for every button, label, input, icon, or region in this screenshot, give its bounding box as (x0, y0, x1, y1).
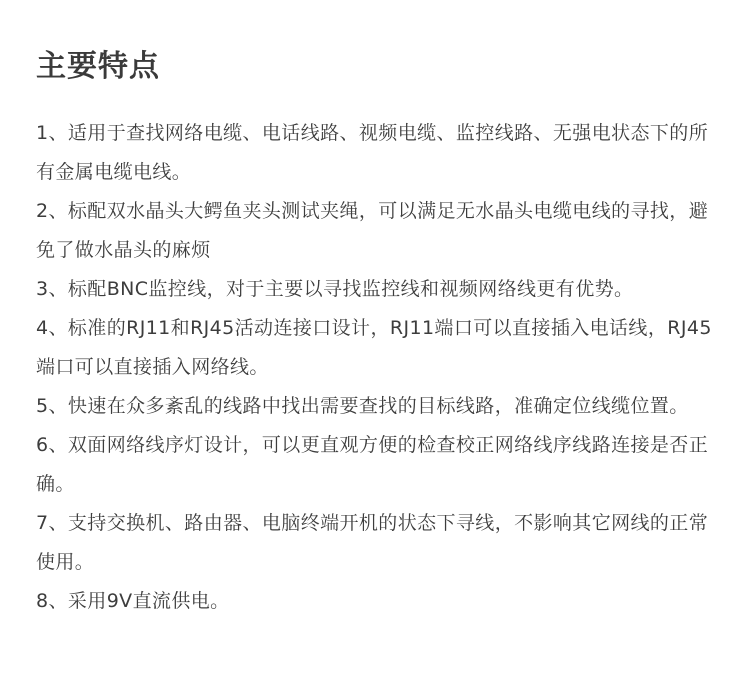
feature-item-7: 7、支持交换机、路由器、电脑终端开机的状态下寻线，不影响其它网线的正常使用。 (36, 512, 709, 573)
feature-item-2: 2、标配双水晶头大鳄鱼夹头测试夹绳，可以满足无水晶头电缆电线的寻找，避免了做水晶头的麻烦 (36, 200, 709, 261)
feature-list (36, 114, 726, 621)
section-title: 主要特点 (36, 49, 160, 84)
feature-item-6: 6、双面网络线序灯设计，可以更直观方便的检查校正网络线序线路连接是否正确。 (36, 434, 709, 495)
feature-item-1: 1、适用于查找网络电缆、电话线路、视频电缆、监控线路、无强电状态下的所有金属电缆电线。 (36, 122, 709, 183)
feature-item-4: 4、标准的RJ11和RJ45活动连接口设计，RJ11端口可以直接插入电话线，RJ45端口可以直接插入网络线。 (36, 317, 712, 378)
feature-item-8: 8、采用9V直流供电。 (36, 590, 230, 612)
feature-item-3: 3、标配BNC监控线，对于主要以寻找监控线和视频网络线更有优势。 (36, 278, 634, 300)
feature-item-5: 5、快速在众多紊乱的线路中找出需要查找的目标线路，准确定位线缆位置。 (36, 395, 689, 417)
